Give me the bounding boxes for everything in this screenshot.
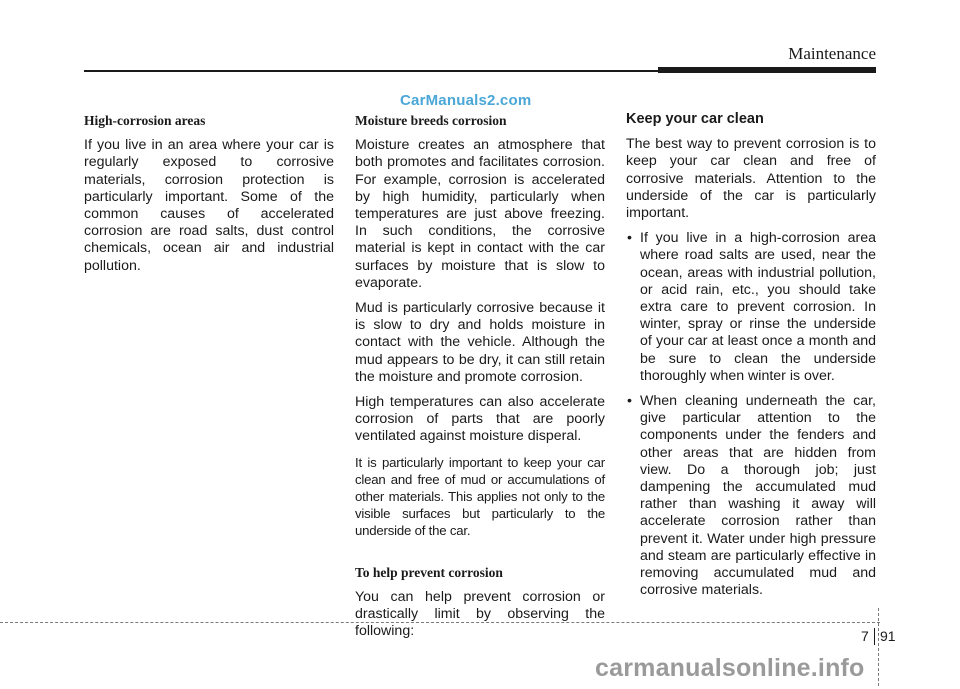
heading-high-corrosion-areas: High-corrosion areas bbox=[84, 113, 206, 128]
column-1 bbox=[84, 108, 334, 283]
heading-moisture-breeds-corrosion: Moisture breeds corrosion bbox=[355, 113, 507, 128]
footer-dashed-rule bbox=[0, 622, 880, 623]
column-2 bbox=[355, 108, 605, 648]
header-rule-thin bbox=[84, 70, 664, 72]
paragraph: Mud is particularly corrosive because it is slow to dry and holds moisture in contact with the vehicle. Although the mud appears to be dry, it can still retain the moisture and promote corrosion. bbox=[355, 300, 605, 385]
list-item bbox=[626, 393, 876, 599]
chapter-number: 7 bbox=[861, 628, 869, 644]
page-number-separator bbox=[874, 628, 875, 645]
column-3 bbox=[626, 108, 876, 607]
list-item bbox=[626, 230, 876, 385]
watermark-top: CarManuals2.com bbox=[400, 92, 532, 109]
section-title: Maintenance bbox=[788, 44, 876, 63]
paragraph: If you live in an area where your car is regularly exposed to corrosive materials, corrosion protection is particularly important. Some of the common causes of accelerated corrosion are road salts, dust control chemicals, ocean air and industrial pollution. bbox=[84, 137, 334, 274]
bullet-list bbox=[626, 230, 876, 599]
bullet-icon: • bbox=[627, 393, 632, 410]
paragraph: Moisture creates an atmosphere that both promotes and facilitates corrosion. For example, corrosion is accelerated by high humidity, particularly when temperatures are just above freezing. In such conditions, the corrosive material is kept in contact with the car surfaces by moisture that is slow to evaporate. bbox=[355, 137, 605, 291]
paragraph: You can help prevent corrosion or drastically limit by observing the following: bbox=[355, 588, 605, 640]
paragraph: High temperatures can also accelerate corrosion of parts that are poorly ventilated against moisture disperal. bbox=[355, 394, 605, 445]
header-rule-thick bbox=[658, 67, 876, 73]
paragraph: The best way to prevent corrosion is to keep your car clean and free of corrosive materials. Attention to the underside of the car is particularly important. bbox=[626, 136, 876, 222]
list-item-text: When cleaning underneath the car, give particular attention to the components under the fenders and other areas that are hidden from view. Do a thorough job; just dampening the accumulated mud rather than washing it away will accelerate corrosion rather than prevent it. Water under high pressure and steam are particularly effective in removing accumulated mud and corrosive materials. bbox=[640, 393, 876, 599]
spacer bbox=[355, 548, 605, 560]
bullet-icon: • bbox=[627, 230, 632, 247]
heading-keep-your-car-clean: Keep your car clean bbox=[626, 111, 764, 127]
list-item-text: If you live in a high-corrosion area where road salts are used, near the ocean, areas with industrial pollution, or acid rain, etc., you should take extra care to prevent corrosion. In winter, spray or rinse the underside of your car at least once a month and be sure to clean the underside thoroughly when winter is over. bbox=[640, 230, 876, 384]
heading-to-help-prevent-corrosion: To help prevent corrosion bbox=[355, 564, 503, 580]
footer-vertical-dashed-rule bbox=[878, 608, 879, 686]
paragraph: It is particularly important to keep your car clean and free of mud or accumulations of other materials. This applies not only to the visible surfaces but particularly to the underside of the car. bbox=[355, 454, 605, 539]
watermark-bottom: carmanualsonline.info bbox=[595, 654, 865, 682]
page-number: 91 bbox=[880, 628, 896, 644]
